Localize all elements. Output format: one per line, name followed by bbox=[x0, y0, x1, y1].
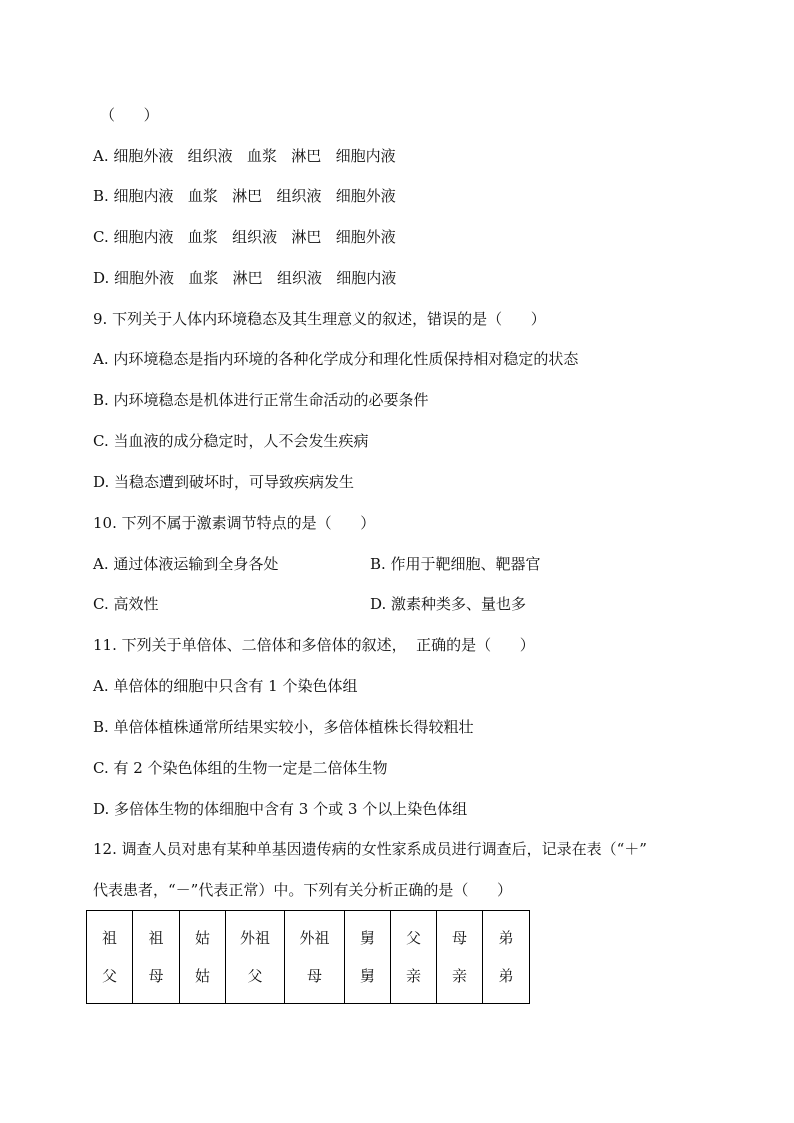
cell-text: 弟 bbox=[498, 929, 514, 947]
q8-answer-blank: （ ） bbox=[100, 106, 159, 124]
cell-text: 姑 bbox=[194, 929, 210, 947]
q8-option-d: D. 细胞外液 血浆 淋巴 组织液 细胞内液 bbox=[93, 269, 397, 287]
cell-text: 父 bbox=[247, 967, 263, 985]
q8-option-c: C. 细胞内液 血浆 组织液 淋巴 细胞外液 bbox=[93, 228, 396, 246]
q12-stem-line2: 代表患者，“－”代表正常）中。下列有关分析正确的是（ ） bbox=[93, 881, 512, 899]
cell-text: 亲 bbox=[405, 967, 421, 985]
cell-text: 祖 bbox=[148, 929, 164, 947]
table-cell-grandfather bbox=[87, 911, 133, 1004]
cell-text: 舅 bbox=[359, 929, 375, 947]
q10-option-b: B. 作用于靶细胞、靶器官 bbox=[370, 555, 541, 573]
cell-text: 姑 bbox=[194, 967, 210, 985]
table-cell-uncle bbox=[345, 911, 391, 1004]
q9-option-b: B. 内环境稳态是机体进行正常生命活动的必要条件 bbox=[93, 391, 429, 409]
q9-option-d: D. 当稳态遭到破坏时，可导致疾病发生 bbox=[93, 473, 355, 491]
cell-text: 外祖 bbox=[299, 929, 330, 947]
cell-text: 父 bbox=[101, 967, 117, 985]
q11-option-d: D. 多倍体生物的体细胞中含有 3 个或 3 个以上染色体组 bbox=[93, 800, 468, 818]
q8-option-a: A. 细胞外液 组织液 血浆 淋巴 细胞内液 bbox=[93, 147, 396, 165]
q11-option-c: C. 有 2 个染色体组的生物一定是二倍体生物 bbox=[93, 759, 388, 777]
q11-option-b: B. 单倍体植株通常所结果实较小，多倍体植株长得较粗壮 bbox=[93, 718, 474, 736]
q10-stem: 10. 下列不属于激素调节特点的是（ ） bbox=[93, 514, 376, 532]
cell-text: 祖 bbox=[101, 929, 117, 947]
cell-text: 母 bbox=[306, 967, 322, 985]
q11-stem: 11. 下列关于单倍体、二倍体和多倍体的叙述， 正确的是（ ） bbox=[93, 636, 535, 654]
table-row bbox=[87, 911, 530, 1004]
cell-text: 母 bbox=[451, 929, 467, 947]
q12-stem-line1: 12. 调查人员对患有某种单基因遗传病的女性家系成员进行调查后，记录在表（“＋” bbox=[93, 840, 647, 858]
family-survey-table bbox=[86, 910, 530, 1004]
table-cell-maternal-grandfather bbox=[226, 911, 285, 1004]
cell-text: 舅 bbox=[359, 967, 375, 985]
table-cell-father bbox=[391, 911, 437, 1004]
q10-option-a: A. 通过体液运输到全身各处 bbox=[93, 555, 279, 573]
cell-text: 亲 bbox=[451, 967, 467, 985]
q8-option-b: B. 细胞内液 血浆 淋巴 组织液 细胞外液 bbox=[93, 187, 396, 205]
q11-option-a: A. 单倍体的细胞中只含有 1 个染色体组 bbox=[93, 677, 358, 695]
table-cell-aunt bbox=[180, 911, 226, 1004]
cell-text: 弟 bbox=[498, 967, 514, 985]
q10-option-c: C. 高效性 bbox=[93, 595, 159, 613]
table-cell-grandmother bbox=[133, 911, 180, 1004]
cell-text: 父 bbox=[405, 929, 421, 947]
cell-text: 母 bbox=[148, 967, 164, 985]
cell-text: 外祖 bbox=[239, 929, 270, 947]
q9-option-c: C. 当血液的成分稳定时，人不会发生疾病 bbox=[93, 432, 369, 450]
q9-stem: 9. 下列关于人体内环境稳态及其生理意义的叙述，错误的是（ ） bbox=[93, 310, 546, 328]
q9-option-a: A. 内环境稳态是指内环境的各种化学成分和理化性质保持相对稳定的状态 bbox=[93, 350, 579, 368]
table-cell-mother bbox=[437, 911, 483, 1004]
table-cell-brother bbox=[483, 911, 530, 1004]
table-cell-maternal-grandmother bbox=[285, 911, 345, 1004]
q10-option-d: D. 激素种类多、量也多 bbox=[370, 595, 527, 613]
